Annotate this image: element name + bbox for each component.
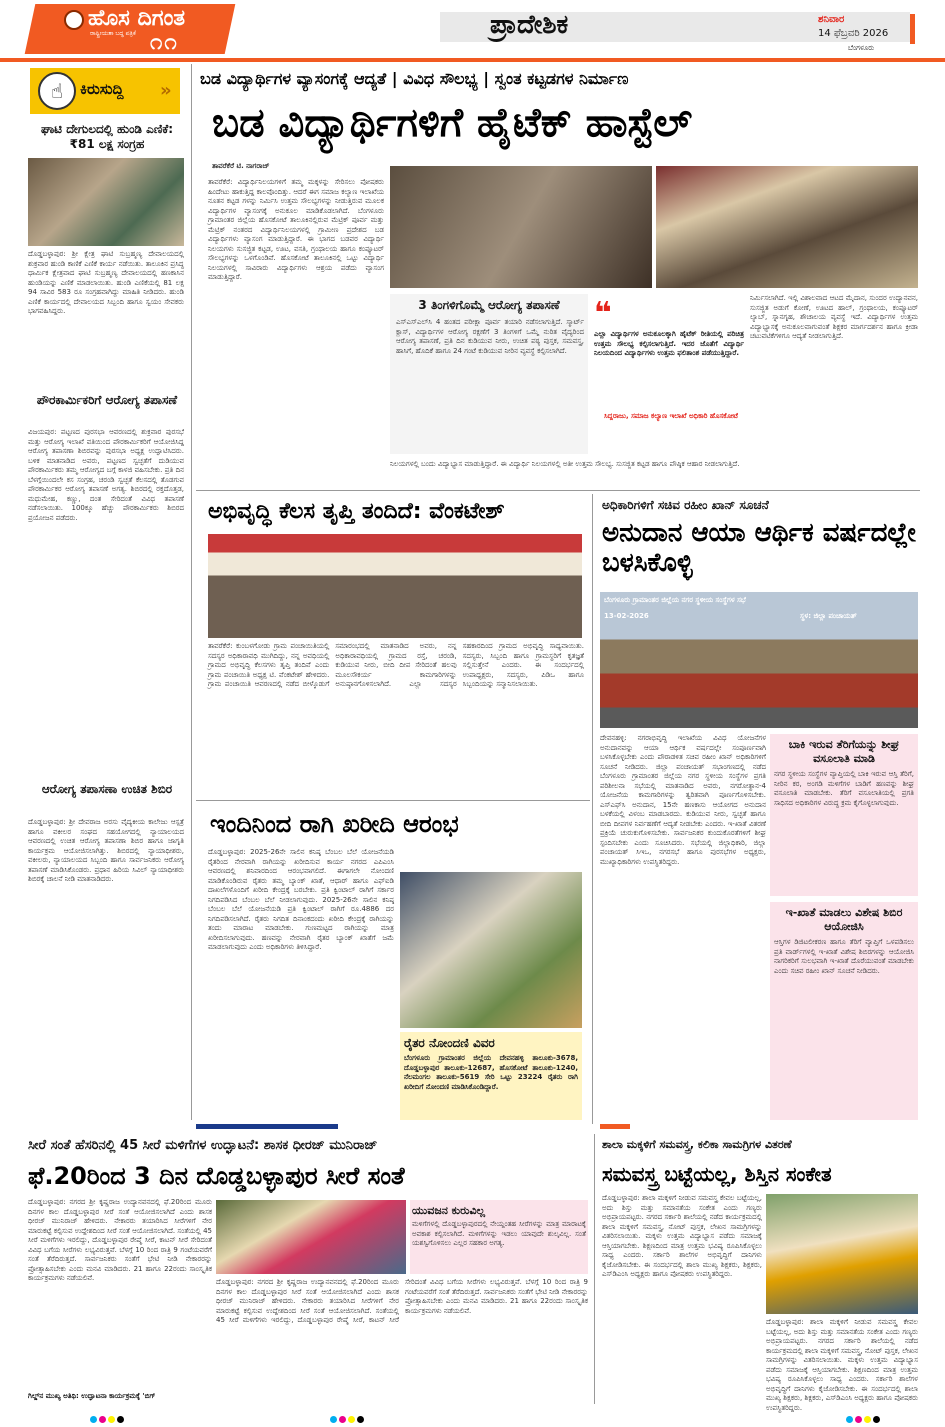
lead-quote-author: ಸಿದ್ದರಾಜು, ಸಮಾಜ ಕಲ್ಯಾಣ ಇಲಾಖೆ ಅಧಿಕಾರಿ ಹೊಸಕೋಟೆ <box>604 412 738 420</box>
bottom-section-bar-right <box>600 1124 630 1129</box>
story4-box-headline: ರೈತರ ನೋಂದಣಿ ವಿವರ <box>404 1036 495 1050</box>
print-registration-marks-right <box>846 1408 882 1427</box>
story5-headline: ಫೆ.20ರಿಂದ 3 ದಿನ ದೊಡ್ಡಬಳ್ಳಾಪುರ ಸೀರೆ ಸಂತೆ <box>28 1162 405 1190</box>
story6-headline: ಸಮವಸ್ತ್ರ ಬಟ್ಟೆಯಲ್ಲ, ಶಿಸ್ತಿನ ಸಂಕೇತ <box>602 1162 832 1186</box>
story5-box-headline: ಯುವಜನ ಕುರುವಿಲ್ಲ <box>412 1204 485 1217</box>
issue-place: ಬೆಂಗಳೂರು <box>848 44 875 52</box>
story3-tax-box-body: ನಗರ ಸ್ಥಳೀಯ ಸಂಸ್ಥೆಗಳ ವ್ಯಾಪ್ತಿಯಲ್ಲಿ ಬಾಕಿ ಇರುವ ಆಸ್ತಿ ತೆರಿಗೆ, ನೀರಿನ ಕರ, ಅಂಗಡಿ ಮಳಿಗೆಗಳ ಬಾಡಿಗೆ ಹಣವನ್ನು ಶೀಘ್ರ ವಸೂಲಾತಿ ಮಾಡಬೇಕು. ತೆರಿಗೆ ವಸೂಲಾತಿಯಲ್ಲಿ ಪ್ರಗತಿ ಸಾಧಿಸದ ಅಧಿಕಾರಿಗಳ ವಿರುದ್ಧ ಕ್ರಮ ಕೈಗೊಳ್ಳಲಾಗುವುದು. <box>774 770 914 807</box>
logo-tagline: ರಾಷ್ಟ್ರೀಯತಾ ಬದ್ಧ ಪತ್ರಿಕೆ <box>90 30 136 37</box>
story5-body: ದೊಡ್ಡಬಳ್ಳಾಪುರ: ನಗರದ ಶ್ರೀ ಕೃಷ್ಣರಾಜ ಉದ್ಯಾನವನದಲ್ಲಿ ಫೆ.20ರಿಂದ ಮೂರು ದಿನಗಳ ಕಾಲ ದೊಡ್ಡಬಳ್ಳಾಪುರ ಸೀರೆ ಸಂತೆ ಆಯೋಜಿಸಲಾಗಿದೆ ಎಂದು ಶಾಸಕ ಧೀರಜ್ ಮುನಿರಾಜ್ ಹೇಳಿದರು. ನೇಕಾರರು ತಯಾರಿಸಿದ ಸೀರೆಗಳಿಗೆ ನೇರ ಮಾರುಕಟ್ಟೆ ಕಲ್ಪಿಸುವ ಉದ್ದೇಶದಿಂದ ಸೀರೆ ಸಂತೆ ಆಯೋಜಿಸಲಾಗಿದೆ. ಸಂತೆಯಲ್ಲಿ 45 ಸೀರೆ ಮಳಿಗೆಗಳು ಇರಲಿದ್ದು, ದೊಡ್ಡಬಳ್ಳಾಪುರ ರೇಷ್ಮೆ ಸೀರೆ, ಕಾಟನ್ ಸೀರೆ ಸೇರಿದಂತೆ ವಿವಿಧ ಬಗೆಯ ಸೀರೆಗಳು ಲಭ್ಯವಿರುತ್ತವೆ. ಬೆಳಗ್ಗೆ 10 ರಿಂದ ರಾತ್ರಿ 9 ಗಂಟೆಯವರೆಗೆ ಸಂತೆ ತೆರೆದಿರುತ್ತದೆ. ಸಾರ್ವಜನಿಕರು ಸಂತೆಗೆ ಭೇಟಿ ನೀಡಿ ನೇಕಾರರನ್ನು ಪ್ರೋತ್ಸಾಹಿಸಬೇಕು ಎಂದು ಮನವಿ ಮಾಡಿದರು. 21 ಹಾಗೂ 22ರಂದು ಸಾಂಸ್ಕೃತಿಕ ಕಾರ್ಯಕ್ರಮಗಳು ನಡೆಯಲಿವೆ. <box>28 1198 212 1282</box>
story3-ekhata-box-body: ಆಸ್ತಿಗಳ ಡಿಜಿಟಲೀಕರಣ ಹಾಗೂ ತೆರಿಗೆ ವ್ಯಾಪ್ತಿಗೆ ಒಳಪಡಿಸಲು ಪ್ರತಿ ವಾರ್ಡ್‌ಗಳಲ್ಲಿ ಇ-ಖಾತೆ ವಿಶೇಷ ಶಿಬಿರಗಳನ್ನು ಆಯೋಜಿಸಿ ನಾಗರಿಕರಿಗೆ ಸುಲಭವಾಗಿ ಇ-ಖಾತೆ ದೊರೆಯುವಂತೆ ಮಾಡಬೇಕು ಎಂದು ಸಚಿವ ರಹೀಂ ಖಾನ್ ಸೂಚನೆ ನೀಡಿದರು. <box>774 938 914 975</box>
story4-body: ದೊಡ್ಡಬಳ್ಳಾಪುರ: 2025-26ನೇ ಸಾಲಿನ ಕನಿಷ್ಠ ಬೆಂಬಲ ಬೆಲೆ ಯೋಜನೆಯಡಿ ರೈತರಿಂದ ನೇರವಾಗಿ ರಾಗಿಯನ್ನು ಖರೀದಿಸುವ ಕಾರ್ಯ ನಗರದ ಎಪಿಎಂಸಿ ಆವರಣದಲ್ಲಿ ಶನಿವಾರದಿಂದ ಆರಂಭವಾಗಲಿದೆ. ಈಗಾಗಲೇ ನೋಂದಣಿ ಮಾಡಿಕೊಂಡಿರುವ ರೈತರು ತಮ್ಮ ಬ್ಯಾಂಕ್ ಖಾತೆ, ಆಧಾರ್ ಹಾಗೂ ಎಫ್‌ಐಡಿ ದಾಖಲೆಗಳೊಂದಿಗೆ ಖರೀದಿ ಕೇಂದ್ರಕ್ಕೆ ಬರಬೇಕು. ಪ್ರತಿ ಕ್ವಿಂಟಾಲ್ ರಾಗಿಗೆ ಸರ್ಕಾರ ನಿಗದಿಪಡಿಸಿದ ಬೆಂಬಲ ಬೆಲೆ ನೀಡಲಾಗುವುದು. 2025-26ನೇ ಸಾಲಿನ ಕನಿಷ್ಠ ಬೆಂಬಲ ಬೆಲೆ ಯೋಜನೆಯಡಿ ಪ್ರತಿ ಕ್ವಿಂಟಾಲ್ ರಾಗಿಗೆ ರೂ.4886 ದರ ನಿಗದಿಪಡಿಸಲಾಗಿದೆ. ರೈತರು ನಿಗದಿತ ದಿನಾಂಕದಂದು ಖರೀದಿ ಕೇಂದ್ರಕ್ಕೆ ರಾಗಿಯನ್ನು ತಂದು ಮಾರಾಟ ಮಾಡಬೇಕು. ಗುಣಮಟ್ಟದ ರಾಗಿಯನ್ನು ಮಾತ್ರ ಖರೀದಿಸಲಾಗುವುದು. ಹಣವನ್ನು ನೇರವಾಗಿ ರೈತರ ಬ್ಯಾಂಕ್ ಖಾತೆಗೆ ಜಮೆ ಮಾಡಲಾಗುವುದು ಎಂದು ಅಧಿಕಾರಿಗಳು ತಿಳಿಸಿದ್ದಾರೆ. <box>208 848 394 951</box>
bottom-section-bar <box>196 1124 338 1129</box>
story2-photo <box>208 534 582 638</box>
story2-divider <box>592 494 593 1124</box>
quote-mark-icon: ❝ <box>594 296 612 331</box>
sidebar-story1-body: ದೊಡ್ಡಬಳ್ಳಾಪುರ: ಶ್ರೀ ಕ್ಷೇತ್ರ ಘಾಟಿ ಸುಬ್ರಹ್ಮಣ್ಯ ದೇವಾಲಯದಲ್ಲಿ ಶುಕ್ರವಾರ ಹುಂಡಿ ಕಾಣಿಕೆ ಎಣಿಕೆ ಕಾರ್ಯ ನಡೆಯಿತು. ತಾಲೂಕಿನ ಪ್ರಸಿದ್ಧ ಧಾರ್ಮಿಕ ಕ್ಷೇತ್ರವಾದ ಘಾಟಿ ಸುಬ್ರಹ್ಮಣ್ಯ ದೇವಾಲಯದಲ್ಲಿ ಹಣಕಾಸಿನ ಹುಂಡಿಯನ್ನು ಎಣಿಕೆ ಮಾಡಲಾಯಿತು. ಹುಂಡಿ ಎಣಿಕೆಯಲ್ಲಿ 81 ಲಕ್ಷ 94 ಸಾವಿರ 583 ರೂ ಸಂಗ್ರಹವಾಗಿದ್ದು ಮಾಹಿತಿ ನೀಡಿದರು. ಹುಂಡಿ ಎಣಿಕೆ ಕಾರ್ಯದಲ್ಲಿ ದೇವಾಲಯದ ಸಿಬ್ಬಂದಿ ಹಾಗೂ ಸ್ವಯಂ ಸೇವಕರು ಭಾಗವಹಿಸಿದ್ದರು. <box>28 250 184 315</box>
lead-kicker: ಬಡ ವಿದ್ಯಾರ್ಥಿಗಳ ವ್ಯಾಸಂಗಕ್ಕೆ ಆದ್ಯತೆ | ವಿವಿಧ ಸೌಲಭ್ಯ | ಸ್ವಂತ ಕಟ್ಟಡಗಳ ನಿರ್ಮಾಣ <box>200 69 629 88</box>
issue-day: ಶನಿವಾರ <box>818 14 845 25</box>
story5-tail: ಗಿಲ್ಡ್‌ನ ಮುಖ್ಯ ಅತಿಥಿ: ಉದ್ಘಾಟನಾ ಕಾರ್ಯಕ್ರಮಕ್ಕೆ 'ಬಿಗ್ <box>28 1392 156 1400</box>
story6-body: ದೊಡ್ಡಬಳ್ಳಾಪುರ: ಶಾಲಾ ಮಕ್ಕಳಿಗೆ ನೀಡುವ ಸಮವಸ್ತ್ರ ಕೇವಲ ಬಟ್ಟೆಯಲ್ಲ, ಅದು ಶಿಸ್ತು ಮತ್ತು ಸಮಾನತೆಯ ಸಂಕೇತ ಎಂದು ಗಣ್ಯರು ಅಭಿಪ್ರಾಯಪಟ್ಟರು. ನಗರದ ಸರ್ಕಾರಿ ಶಾಲೆಯಲ್ಲಿ ನಡೆದ ಕಾರ್ಯಕ್ರಮದಲ್ಲಿ ಶಾಲಾ ಮಕ್ಕಳಿಗೆ ಸಮವಸ್ತ್ರ, ನೋಟ್ ಪುಸ್ತಕ, ಲೇಖನ ಸಾಮಗ್ರಿಗಳನ್ನು ವಿತರಿಸಲಾಯಿತು. ಮಕ್ಕಳು ಉತ್ತಮ ವಿದ್ಯಾಭ್ಯಾಸ ಪಡೆದು ಸಮಾಜಕ್ಕೆ ಆಸ್ತಿಯಾಗಬೇಕು. ಶಿಕ್ಷಣದಿಂದ ಮಾತ್ರ ಉತ್ತಮ ಭವಿಷ್ಯ ರೂಪಿಸಿಕೊಳ್ಳಲು ಸಾಧ್ಯ ಎಂದರು. ಸರ್ಕಾರಿ ಶಾಲೆಗಳ ಅಭಿವೃದ್ಧಿಗೆ ದಾನಿಗಳು ಕೈಜೋಡಿಸಬೇಕು. ಈ ಸಂದರ್ಭದಲ್ಲಿ ಶಾಲಾ ಮುಖ್ಯ ಶಿಕ್ಷಕರು, ಶಿಕ್ಷಕರು, ಎಸ್‌ಡಿಎಂಸಿ ಅಧ್ಯಕ್ಷರು ಹಾಗೂ ಪೋಷಕರು ಉಪಸ್ಥಿತರಿದ್ದರು. <box>602 1194 762 1278</box>
story5-body-cont: ದೊಡ್ಡಬಳ್ಳಾಪುರ: ನಗರದ ಶ್ರೀ ಕೃಷ್ಣರಾಜ ಉದ್ಯಾನವನದಲ್ಲಿ ಫೆ.20ರಿಂದ ಮೂರು ದಿನಗಳ ಕಾಲ ದೊಡ್ಡಬಳ್ಳಾಪುರ ಸೀರೆ ಸಂತೆ ಆಯೋಜಿಸಲಾಗಿದೆ ಎಂದು ಶಾಸಕ ಧೀರಜ್ ಮುನಿರಾಜ್ ಹೇಳಿದರು. ನೇಕಾರರು ತಯಾರಿಸಿದ ಸೀರೆಗಳಿಗೆ ನೇರ ಮಾರುಕಟ್ಟೆ ಕಲ್ಪಿಸುವ ಉದ್ದೇಶದಿಂದ ಸೀರೆ ಸಂತೆ ಆಯೋಜಿಸಲಾಗಿದೆ. ಸಂತೆಯಲ್ಲಿ 45 ಸೀರೆ ಮಳಿಗೆಗಳು ಇರಲಿದ್ದು, ದೊಡ್ಡಬಳ್ಳಾಪುರ ರೇಷ್ಮೆ ಸೀರೆ, ಕಾಟನ್ ಸೀರೆ ಸೇರಿದಂತೆ ವಿವಿಧ ಬಗೆಯ ಸೀರೆಗಳು ಲಭ್ಯವಿರುತ್ತವೆ. ಬೆಳಗ್ಗೆ 10 ರಿಂದ ರಾತ್ರಿ 9 ಗಂಟೆಯವರೆಗೆ ಸಂತೆ ತೆರೆದಿರುತ್ತದೆ. ಸಾರ್ವಜನಿಕರು ಸಂತೆಗೆ ಭೇಟಿ ನೀಡಿ ನೇಕಾರರನ್ನು ಪ್ರೋತ್ಸಾಹಿಸಬೇಕು ಎಂದು ಮನವಿ ಮಾಡಿದರು. 21 ಹಾಗೂ 22ರಂದು ಸಾಂಸ್ಕೃತಿಕ ಕಾರ್ಯಕ್ರಮಗಳು ನಡೆಯಲಿವೆ. <box>216 1278 588 1324</box>
section-title: ಪ್ರಾದೇಶಿಕ <box>490 10 569 40</box>
sidebar-story3-body: ದೊಡ್ಡಬಳ್ಳಾಪುರ: ಶ್ರೀ ದೇವರಾಜ ಅರಸು ವೈದ್ಯಕೀಯ ಕಾಲೇಜು ಆಸ್ಪತ್ರೆ ಹಾಗೂ ವಕೀಲರ ಸಂಘದ ಸಹಯೋಗದಲ್ಲಿ ನ್ಯಾಯಾಲಯದ ಆವರಣದಲ್ಲಿ ಉಚಿತ ಆರೋಗ್ಯ ತಪಾಸಣಾ ಶಿಬಿರ ಹಾಗೂ ಜಾಗೃತಿ ಕಾರ್ಯಕ್ರಮ ಆಯೋಜಿಸಲಾಗಿತ್ತು. ಶಿಬಿರದಲ್ಲಿ ನ್ಯಾಯಾಧೀಶರು, ವಕೀಲರು, ನ್ಯಾಯಾಲಯದ ಸಿಬ್ಬಂದಿ ಹಾಗೂ ಸಾರ್ವಜನಿಕರು ಆರೋಗ್ಯ ತಪಾಸಣೆ ಮಾಡಿಸಿಕೊಂಡರು. ಪ್ರಧಾನ ಹಿರಿಯ ಸಿವಿಲ್ ನ್ಯಾಯಾಧೀಶರು ಶಿಬಿರಕ್ಕೆ ಚಾಲನೆ ನೀಡಿ ಮಾತನಾಡಿದರು. <box>28 818 184 883</box>
story6-divider <box>594 1134 595 1404</box>
story2-body: ತಾವರೆಕೆರೆ: ಕುಂಬಳಗೋಡು ಗ್ರಾಮ ಪಂಚಾಯಿತಿಯಲ್ಲಿ ಸದಸ್ಯರ ಅಧಿಕಾರಾವಧಿ ಮುಗಿದಿದ್ದು, ನನ್ನ ಅವಧಿಯಲ್ಲಿ ಗ್ರಾಮದ ಅಭಿವೃದ್ಧಿ ಕೆಲಸಗಳು ತೃಪ್ತಿ ತಂದಿವೆ ಎಂದು ಗ್ರಾಮ ಪಂಚಾಯಿತಿ ಅಧ್ಯಕ್ಷ ಟಿ. ವೆಂಕಟೇಶ್ ಹೇಳಿದರು. ಗ್ರಾಮ ಪಂಚಾಯಿತಿ ಆವರಣದಲ್ಲಿ ನಡೆದ ಬೀಳ್ಕೊಡುಗೆ ಸಮಾರಂಭದಲ್ಲಿ ಮಾತನಾಡಿದ ಅವರು, ನನ್ನ ಅಧಿಕಾರಾವಧಿಯಲ್ಲಿ ಗ್ರಾಮದ ರಸ್ತೆ, ಚರಂಡಿ, ಕುಡಿಯುವ ನೀರು, ಬೀದಿ ದೀಪ ಸೇರಿದಂತೆ ಹಲವು ಮೂಲಸೌಕರ್ಯ ಕಾಮಗಾರಿಗಳನ್ನು ಅನುಷ್ಠಾನಗೊಳಿಸಲಾಗಿದೆ. ಎಲ್ಲಾ ಸದಸ್ಯರ ಸಹಕಾರದಿಂದ ಗ್ರಾಮದ ಅಭಿವೃದ್ಧಿ ಸಾಧ್ಯವಾಯಿತು. ಸದಸ್ಯರು, ಸಿಬ್ಬಂದಿ ಹಾಗೂ ಗ್ರಾಮಸ್ಥರಿಗೆ ಕೃತಜ್ಞತೆ ಸಲ್ಲಿಸುತ್ತೇನೆ ಎಂದರು. ಈ ಸಂದರ್ಭದಲ್ಲಿ ಉಪಾಧ್ಯಕ್ಷರು, ಸದಸ್ಯರು, ಪಿಡಿಒ ಹಾಗೂ ಸಿಬ್ಬಂದಿಯನ್ನು ಸನ್ಮಾನಿಸಲಾಯಿತು. <box>208 642 584 688</box>
story4-photo <box>400 872 582 1028</box>
lead-byline: ತಾವರೆಕೆರೆ ಟಿ. ನಾಗರಾಜ್ <box>212 162 270 170</box>
kirusuddi-label: ಕಿರುಸುದ್ದಿ <box>80 80 124 98</box>
sidebar-story3-headline: ಆರೋಗ್ಯ ತಪಾಸಣಾ ಉಚಿತ ಶಿಬಿರ <box>41 782 173 796</box>
story3-tax-box-headline: ಬಾಕಿ ಇರುವ ತೆರಿಗೆಯನ್ನು ಶೀಘ್ರ ವಸೂಲಾತಿ ಮಾಡಿ <box>788 738 900 765</box>
logo-emblem-icon <box>64 10 84 30</box>
lead-bottom-rule <box>196 490 920 491</box>
story6-kicker: ಶಾಲಾ ಮಕ್ಕಳಿಗೆ ಸಮವಸ್ತ್ರ, ಕಲಿಕಾ ಸಾಮಗ್ರಿಗಳ ವಿತರಣೆ <box>602 1138 792 1151</box>
story3-kicker: ಅಧಿಕಾರಿಗಳಿಗೆ ಸಚಿವ ರಹೀಂ ಖಾನ್ ಸೂಚನೆ <box>602 498 769 512</box>
lead-body-1: ತಾವರೆಕೆರೆ: ವಿದ್ಯಾರ್ಥಿನಿಲಯಗಳಿಗೆ ತಮ್ಮ ಮಕ್ಕಳನ್ನು ಸೇರಿಸಲು ಪೋಷಕರು ಹಿಂದೇಟು ಹಾಕುತ್ತಿದ್ದ ಕಾಲವೊಂದಿತ್ತು. ಆದರೆ ಈಗ ಸಮಾಜ ಕಲ್ಯಾಣ ಇಲಾಖೆಯ ನೂತನ ಕಟ್ಟಡ ಗಳನ್ನು ನಿರ್ಮಿಸಿ ಉತ್ತಮ ಸೌಲಭ್ಯಗಳನ್ನು ನೀಡುತ್ತಿರುವ ಮೂಲಕ ವಿದ್ಯಾರ್ಥಿಗಳ ವ್ಯಾಸಂಗಕ್ಕೆ ಅನುಕೂಲ ಮಾಡಿಕೊಡಲಾಗಿದೆ. ಬೆಂಗಳೂರು ಗ್ರಾಮಾಂತರ ಜಿಲ್ಲೆಯ ಹೊಸಕೋಟೆ ತಾಲೂಕಿನಲ್ಲಿರುವ ಮೆಟ್ರಿಕ್ ಪೂರ್ವ ಮತ್ತು ಮೆಟ್ರಿಕ್ ನಂತರದ ವಿದ್ಯಾರ್ಥಿನಿಲಯಗಳಲ್ಲಿ ಗ್ರಾಮೀಣ ಪ್ರದೇಶದ ಬಡ ವಿದ್ಯಾರ್ಥಿಗಳು ವ್ಯಾಸಂಗ ಮಾಡುತ್ತಿದ್ದಾರೆ. ಈ ಭಾಗದ ಬಡವರ ವಿದ್ಯಾರ್ಥಿ ನಿಲಯಗಳು ಸುಸಜ್ಜಿತ ಕಟ್ಟಡ, ಊಟ, ವಸತಿ, ಗ್ರಂಥಾಲಯ ಹಾಗೂ ಕಂಪ್ಯೂಟರ್ ಸೌಲಭ್ಯಗಳನ್ನು ಒಳಗೊಂಡಿವೆ. ಹೊಸಕೋಟೆ ತಾಲೂಕಿನಲ್ಲಿ ಒಟ್ಟು ವಿದ್ಯಾರ್ಥಿ ನಿಲಯಗಳಲ್ಲಿ ಸಾವಿರಾರು ವಿದ್ಯಾರ್ಥಿಗಳು ಆಶ್ರಯ ಪಡೆದು ವ್ಯಾಸಂಗ ಮಾಡುತ್ತಿದ್ದಾರೆ. <box>208 178 384 281</box>
story2-headline: ಅಭಿವೃದ್ಧಿ ಕೆಲಸ ತೃಪ್ತಿ ತಂದಿದೆ: ವೆಂಕಟೇಶ್ <box>208 499 505 524</box>
lead-body-3: ನಿರ್ಮಿಸಲಾಗಿದೆ. ಇಲ್ಲಿ ವಿಶಾಲವಾದ ಆಟದ ಮೈದಾನ, ಸುಂದರ ಉದ್ಯಾನವನ, ಸುಸಜ್ಜಿತ ಅಡುಗೆ ಕೋಣೆ, ಊಟದ ಹಾಲ್, ಗ್ರಂಥಾಲಯ, ಕಂಪ್ಯೂಟರ್ ಲ್ಯಾಬ್, ಸ್ನಾನಗೃಹ, ಶೌಚಾಲಯ ವ್ಯವಸ್ಥೆ ಇದೆ. ವಿದ್ಯಾರ್ಥಿಗಳ ಉತ್ತಮ ವಿದ್ಯಾಭ್ಯಾಸಕ್ಕೆ ಅನುಕೂಲವಾಗುವಂತೆ ಶಿಕ್ಷಕರ ಮಾರ್ಗದರ್ಶನ ಹಾಗೂ ಕ್ರೀಡಾ ಚಟುವಟಿಕೆಗಳಿಗೂ ಆದ್ಯತೆ ನೀಡಲಾಗುತ್ತಿದೆ. <box>750 294 918 340</box>
story5-box-body: ಮಳಿಗೆಗಳಲ್ಲಿ ದೊಡ್ಡಬಳ್ಳಾಪುರದಲ್ಲಿ ನೇಯ್ದಂತಹ ಸೀರೆಗಳನ್ನು ಮಾತ್ರ ಮಾರಾಟಕ್ಕೆ ಅವಕಾಶ ಕಲ್ಪಿಸಲಾಗಿದೆ. ಮಳಿಗೆಗಳನ್ನು ಇಡಲು ಯಾವುದೇ ಶುಲ್ಕವಿಲ್ಲ. ಸಂತೆ ಯಶಸ್ವಿಗೊಳಿಸಲು ಎಲ್ಲರ ಸಹಕಾರ ಅಗತ್ಯ. <box>412 1220 586 1247</box>
story3-body: ದೇವನಹಳ್ಳಿ: ನಗರಾಭಿವೃದ್ಧಿ ಇಲಾಖೆಯ ವಿವಿಧ ಯೋಜನೆಗಳ ಅನುದಾನವನ್ನು ಆಯಾ ಆರ್ಥಿಕ ವರ್ಷದಲ್ಲೇ ಸಂಪೂರ್ಣವಾಗಿ ಬಳಸಿಕೊಳ್ಳಬೇಕು ಎಂದು ಪೌರಾಡಳಿತ ಸಚಿವ ರಹೀಂ ಖಾನ್ ಅಧಿಕಾರಿಗಳಿಗೆ ಸೂಚನೆ ನೀಡಿದರು. ಜಿಲ್ಲಾ ಪಂಚಾಯತ್ ಸಭಾಂಗಣದಲ್ಲಿ ನಡೆದ ಬೆಂಗಳೂರು ಗ್ರಾಮಾಂತರ ಜಿಲ್ಲೆಯ ನಗರ ಸ್ಥಳೀಯ ಸಂಸ್ಥೆಗಳ ಪ್ರಗತಿ ಪರಿಶೀಲನಾ ಸಭೆಯಲ್ಲಿ ಮಾತನಾಡಿದ ಅವರು, ನಗರೋತ್ಥಾನ-4 ಯೋಜನೆಯ ಕಾಮಗಾರಿಗಳನ್ನು ತ್ವರಿತವಾಗಿ ಪೂರ್ಣಗೊಳಿಸಬೇಕು. ಎಸ್‌ಎಫ್‌ಸಿ ಅನುದಾನ, 15ನೇ ಹಣಕಾಸು ಆಯೋಗದ ಅನುದಾನ ಬಳಕೆಯಲ್ಲಿ ವಿಳಂಬ ಮಾಡಬಾರದು. ಕುಡಿಯುವ ನೀರು, ಸ್ವಚ್ಛತೆ ಹಾಗೂ ಬೀದಿ ದೀಪಗಳ ನಿರ್ವಹಣೆಗೆ ಆದ್ಯತೆ ನೀಡಬೇಕು ಎಂದರು. ಇ-ಖಾತೆ ವಿತರಣೆ ಪ್ರಕ್ರಿಯೆ ಚುರುಕುಗೊಳಿಸಬೇಕು. ಸಾರ್ವಜನಿಕರ ಕುಂದುಕೊರತೆಗಳಿಗೆ ಶೀಘ್ರ ಸ್ಪಂದಿಸಬೇಕು ಎಂದು ಸೂಚಿಸಿದರು. ಸಭೆಯಲ್ಲಿ ಜಿಲ್ಲಾಧಿಕಾರಿ, ಜಿಲ್ಲಾ ಪಂಚಾಯತ್ ಸಿಇಒ, ನಗರಸಭೆ ಹಾಗೂ ಪುರಸಭೆಗಳ ಅಧ್ಯಕ್ಷರು, ಮುಖ್ಯಾಧಿಕಾರಿಗಳು ಉಪಸ್ಥಿತರಿದ್ದರು. <box>600 734 766 866</box>
story3-banner-date: 13-02-2026 <box>604 612 649 620</box>
logo-text: ಹೊಸ ದಿಗಂತ <box>88 6 186 31</box>
print-registration-marks-left <box>90 1408 126 1427</box>
lead-headline: ಬಡ ವಿದ್ಯಾರ್ಥಿಗಳಿಗೆ ಹೈಟೆಕ್ ಹಾಸ್ಟೆಲ್ <box>212 100 693 146</box>
lead-quote: ಎಲ್ಲಾ ವಿದ್ಯಾರ್ಥಿಗಳ ಅನುಕೂಲಕ್ಕಾಗಿ ಹೈಟೆಕ್ ರೀತಿಯಲ್ಲಿ ಪರಿಚಿತ್ರ ಉತ್ತಮ ಸೌಲಭ್ಯ ಕಲ್ಪಿಸಲಾಗುತ್ತಿದೆ. ಇದರ ಜೊತೆಗೆ ವಿದ್ಯಾರ್ಥಿ ನಿಲಯದಿಂದ ವಿದ್ಯಾರ್ಥಿಗಳು ಉತ್ತಮ ಫಲಿತಾಂಶ ಪಡೆಯುತ್ತಿದ್ದಾರೆ. <box>594 330 744 357</box>
sidebar-story1-headline: ಘಾಟಿ ದೇಗುಲದಲ್ಲಿ ಹುಂಡಿ ಎಣಿಕೆ: ₹81 ಲಕ್ಷ ಸಂಗ್ರಹ <box>40 122 174 151</box>
story4-box-body: ಬೆಂಗಳೂರು ಗ್ರಾಮಾಂತರ ಜಿಲ್ಲೆಯ ದೇವನಹಳ್ಳಿ ತಾಲೂಕು-3678, ದೊಡ್ಡಬಳ್ಳಾಪುರ ತಾಲೂಕು-12687, ಹೊಸಕೋಟೆ ತಾಲೂಕು-1240, ನೆಲಮಂಗಲ ತಾಲೂಕು-5619 ಸೇರಿ ಒಟ್ಟು 23224 ರೈತರು ರಾಗಿ ಖರೀದಿಗೆ ನೋಂದಣಿ ಮಾಡಿಸಿಕೊಂಡಿದ್ದಾರೆ. <box>404 1054 578 1091</box>
story5-photo <box>216 1200 406 1274</box>
header-accent-bar <box>910 14 915 44</box>
lead-photo-dining <box>390 166 652 288</box>
story4-top-rule <box>196 800 590 801</box>
lead-health-box-headline: 3 ತಿಂಗಳಿಗೊಮ್ಮೆ ಆರೋಗ್ಯ ತಪಾಸಣೆ <box>418 298 560 312</box>
page-number: ೧೧ <box>150 30 179 55</box>
story4-headline: ಇಂದಿನಿಂದ ರಾಗಿ ಖರೀದಿ ಆರಂಭ <box>210 810 459 838</box>
chevron-right-icon: » <box>160 80 172 101</box>
print-registration-marks-mid <box>330 1408 366 1427</box>
story6-photo <box>766 1194 918 1314</box>
story3-banner-text: ಬೆಂಗಳೂರು ಗ್ರಾಮಾಂತರ ಜಿಲ್ಲೆಯ ನಗರ ಸ್ಥಳೀಯ ಸಂಸ್ಥೆಗಳ ಸಭೆ <box>604 596 746 604</box>
lead-health-box-body: ಎಸ್‌ಎಸ್‌ಎಲ್‌ಸಿ 4 ಹಂತದ ಪರೀಕ್ಷಾ ಪೂರ್ವ ತಯಾರಿ ನಡೆಸಲಾಗುತ್ತಿದೆ. ಸ್ಮಾರ್ಟ್ ಕ್ಲಾಸ್, ವಿದ್ಯಾರ್ಥಿಗಳ ಆರೋಗ್ಯ ರಕ್ಷಣೆಗೆ 3 ತಿಂಗಳಿಗೆ ಒಮ್ಮೆ ನುರಿತ ವೈದ್ಯರಿಂದ ಆರೋಗ್ಯ ತಪಾಸಣೆ, ಪ್ರತಿ ದಿನ ಕುಡಿಯುವ ನೀರು, ಉಚಿತ ಪಠ್ಯ ಪುಸ್ತಕ, ಸಮವಸ್ತ್ರ, ಹಾಸಿಗೆ, ಹೊದಿಕೆ ಹಾಗೂ 24 ಗಂಟೆ ಕುಡಿಯುವ ನೀರಿನ ವ್ಯವಸ್ಥೆ ಕಲ್ಪಿಸಲಾಗಿದೆ. <box>396 318 584 355</box>
sidebar-story1-photo <box>28 158 184 246</box>
issue-date: 14 ಫೆಬ್ರವರಿ 2026 <box>818 28 889 39</box>
lead-body-2: ನಿಲಯಗಳಲ್ಲಿ ಬಂದು ವಿದ್ಯಾಭ್ಯಾಸ ಮಾಡುತ್ತಿದ್ದಾರೆ. ಈ ವಿದ್ಯಾರ್ಥಿ ನಿಲಯಗಳಲ್ಲಿ ಅತೀ ಉತ್ತಮ ಸೌಲಭ್ಯ. ಸುಸಜ್ಜಿತ ಕಟ್ಟಡ ಹಾಗೂ ಪೌಷ್ಠಿಕ ಆಹಾರ ನೀಡಲಾಗುತ್ತಿದೆ. <box>390 460 740 468</box>
sidebar-story2-headline: ಪೌರಕಾರ್ಮಿಕರಿಗೆ ಆರೋಗ್ಯ ತಪಾಸಣೆ <box>36 393 178 407</box>
sidebar-story2-body: ವಿಜಯಪುರ: ಪಟ್ಟಣದ ಪುರಸಭಾ ಆವರಣದಲ್ಲಿ ಶುಕ್ರವಾರ ಪುರಸಭೆ ಮತ್ತು ಆರೋಗ್ಯ ಇಲಾಖೆ ವತಿಯಿಂದ ಪೌರಕಾರ್ಮಿಕರಿಗೆ ಆಯೋಜಿಸಿದ್ದ ಆರೋಗ್ಯ ತಪಾಸಣಾ ಶಿಬಿರವನ್ನು ಪುರಸಭಾ ಅಧ್ಯಕ್ಷ ಉದ್ಘಾಟಿಸಿದರು. ಬಳಿಕ ಮಾತನಾಡಿದ ಅವರು, ಪಟ್ಟಣದ ಸ್ವಚ್ಛತೆಗೆ ದುಡಿಯುವ ಪೌರಕಾರ್ಮಿಕರು ತಮ್ಮ ಆರೋಗ್ಯದ ಬಗ್ಗೆ ಕಾಳಜಿ ವಹಿಸಬೇಕು. ಪ್ರತಿ ದಿನ ಬೆಳಗ್ಗೆಯಿಂದಲೇ ಕಸ ಸಂಗ್ರಹ, ಚರಂಡಿ ಸ್ವಚ್ಛತೆ ಕೆಲಸದಲ್ಲಿ ತೊಡಗುವ ಪೌರಕಾರ್ಮಿಕರ ಆರೋಗ್ಯ ತಪಾಸಣೆ ಅಗತ್ಯ. ಶಿಬಿರದಲ್ಲಿ ರಕ್ತದೊತ್ತಡ, ಮಧುಮೇಹ, ಕಣ್ಣು, ದಂತ ಸೇರಿದಂತೆ ವಿವಿಧ ತಪಾಸಣೆ ನಡೆಸಲಾಯಿತು. 100ಕ್ಕೂ ಹೆಚ್ಚು ಪೌರಕಾರ್ಮಿಕರು ಶಿಬಿರದ ಪ್ರಯೋಜನ ಪಡೆದರು. <box>28 428 184 522</box>
story3-banner-venue: ಸ್ಥಳ: ಜಿಲ್ಲಾ ಪಂಚಾಯತ್ <box>800 612 857 620</box>
header-rule <box>0 58 945 62</box>
lead-photo-study <box>656 166 918 288</box>
sidebar-divider <box>191 64 192 1120</box>
story5-kicker: ಸೀರೆ ಸಂತೆ ಹೆಸರಿನಲ್ಲಿ 45 ಸೀರೆ ಮಳಿಗೆಗಳ ಉದ್ಘಾಟನೆ: ಶಾಸಕ ಧೀರಜ್ ಮುನಿರಾಜ್ <box>28 1138 378 1153</box>
story3-headline: ಅನುದಾನ ಆಯಾ ಆರ್ಥಿಕ ವರ್ಷದಲ್ಲೇ ಬಳಸಿಕೊಳ್ಳಿ <box>602 518 916 578</box>
pointing-hand-icon: ☝ <box>38 72 76 110</box>
story3-ekhata-box-headline: ಇ-ಖಾತೆ ಮಾಡಲು ವಿಶೇಷ ಶಿಬಿರ ಆಯೋಜಿಸಿ <box>785 906 903 933</box>
story6-body-cont: ದೊಡ್ಡಬಳ್ಳಾಪುರ: ಶಾಲಾ ಮಕ್ಕಳಿಗೆ ನೀಡುವ ಸಮವಸ್ತ್ರ ಕೇವಲ ಬಟ್ಟೆಯಲ್ಲ, ಅದು ಶಿಸ್ತು ಮತ್ತು ಸಮಾನತೆಯ ಸಂಕೇತ ಎಂದು ಗಣ್ಯರು ಅಭಿಪ್ರಾಯಪಟ್ಟರು. ನಗರದ ಸರ್ಕಾರಿ ಶಾಲೆಯಲ್ಲಿ ನಡೆದ ಕಾರ್ಯಕ್ರಮದಲ್ಲಿ ಶಾಲಾ ಮಕ್ಕಳಿಗೆ ಸಮವಸ್ತ್ರ, ನೋಟ್ ಪುಸ್ತಕ, ಲೇಖನ ಸಾಮಗ್ರಿಗಳನ್ನು ವಿತರಿಸಲಾಯಿತು. ಮಕ್ಕಳು ಉತ್ತಮ ವಿದ್ಯಾಭ್ಯಾಸ ಪಡೆದು ಸಮಾಜಕ್ಕೆ ಆಸ್ತಿಯಾಗಬೇಕು. ಶಿಕ್ಷಣದಿಂದ ಮಾತ್ರ ಉತ್ತಮ ಭವಿಷ್ಯ ರೂಪಿಸಿಕೊಳ್ಳಲು ಸಾಧ್ಯ ಎಂದರು. ಸರ್ಕಾರಿ ಶಾಲೆಗಳ ಅಭಿವೃದ್ಧಿಗೆ ದಾನಿಗಳು ಕೈಜೋಡಿಸಬೇಕು. ಈ ಸಂದರ್ಭದಲ್ಲಿ ಶಾಲಾ ಮುಖ್ಯ ಶಿಕ್ಷಕರು, ಶಿಕ್ಷಕರು, ಎಸ್‌ಡಿಎಂಸಿ ಅಧ್ಯಕ್ಷರು ಹಾಗೂ ಪೋಷಕರು ಉಪಸ್ಥಿತರಿದ್ದರು. <box>766 1318 919 1412</box>
